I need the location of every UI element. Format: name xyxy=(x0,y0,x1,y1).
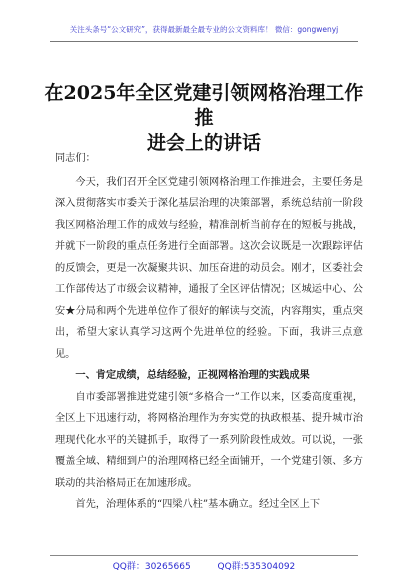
header-divider xyxy=(50,41,358,42)
paragraph-1: 今天，我们召开全区党建引领网格治理工作推进会，主要任务是深入贯彻落实市委关于深化基层治理的决策部署，系统总结前一阶段我区网格治理工作的成效与经验，精准剖析当前存在的短板与挑战，并就下一阶段的重点任务进行全面部署。这次会议既是一次跟踪评估的反馈会，更是一次凝聚共识、加压奋进的动员会。刚才，区委社会工作部传达了市级会议精神，通报了全区评估情况；区城运中心、公安★分局和两个先进单位作了很好的解读与交流，内容翔实，重点突出，希望大家认真学习这两个先进单位的经验。下面，我讲三点意见。 xyxy=(55,176,363,360)
document-title xyxy=(40,81,368,156)
salutation: 同志们： xyxy=(55,153,96,164)
document-body xyxy=(55,148,363,516)
paragraph-3: 首先，治理体系的“四梁八柱”基本确立。经过全区上下 xyxy=(75,499,321,510)
title-line-1: 在2025年全区党建引领网格治理工作推 xyxy=(44,82,364,129)
page-footer xyxy=(0,559,408,572)
section-1-heading: 一、肯定成绩，总结经验，正视网格治理的实践成果 xyxy=(75,369,310,381)
footer-divider xyxy=(50,555,358,556)
footer-qq-group-1: QQ群：30265665 xyxy=(112,562,191,572)
paragraph-2: 自市委部署推进党建引领“多格合一”工作以来，区委高度重视，全区上下迅速行动，将网格治理作为夯实党的执政根基、提升城市治理现代化水平的关键抓手，取得了一系列阶段性成效。可以说，一张覆盖全域、精细到户的治理网格已经全面铺开，一个党建引领、多方联动的共治格局正在加速形成。 xyxy=(55,391,363,489)
footer-qq-group-2: QQ群:535304092 xyxy=(217,562,296,572)
title-line-2: 进会上的讲话 xyxy=(146,132,261,154)
page-header-note: 关注头条号“公文研究”，获得最新最全最专业的公文资料库！ 微信：gongwenyj xyxy=(69,25,339,34)
